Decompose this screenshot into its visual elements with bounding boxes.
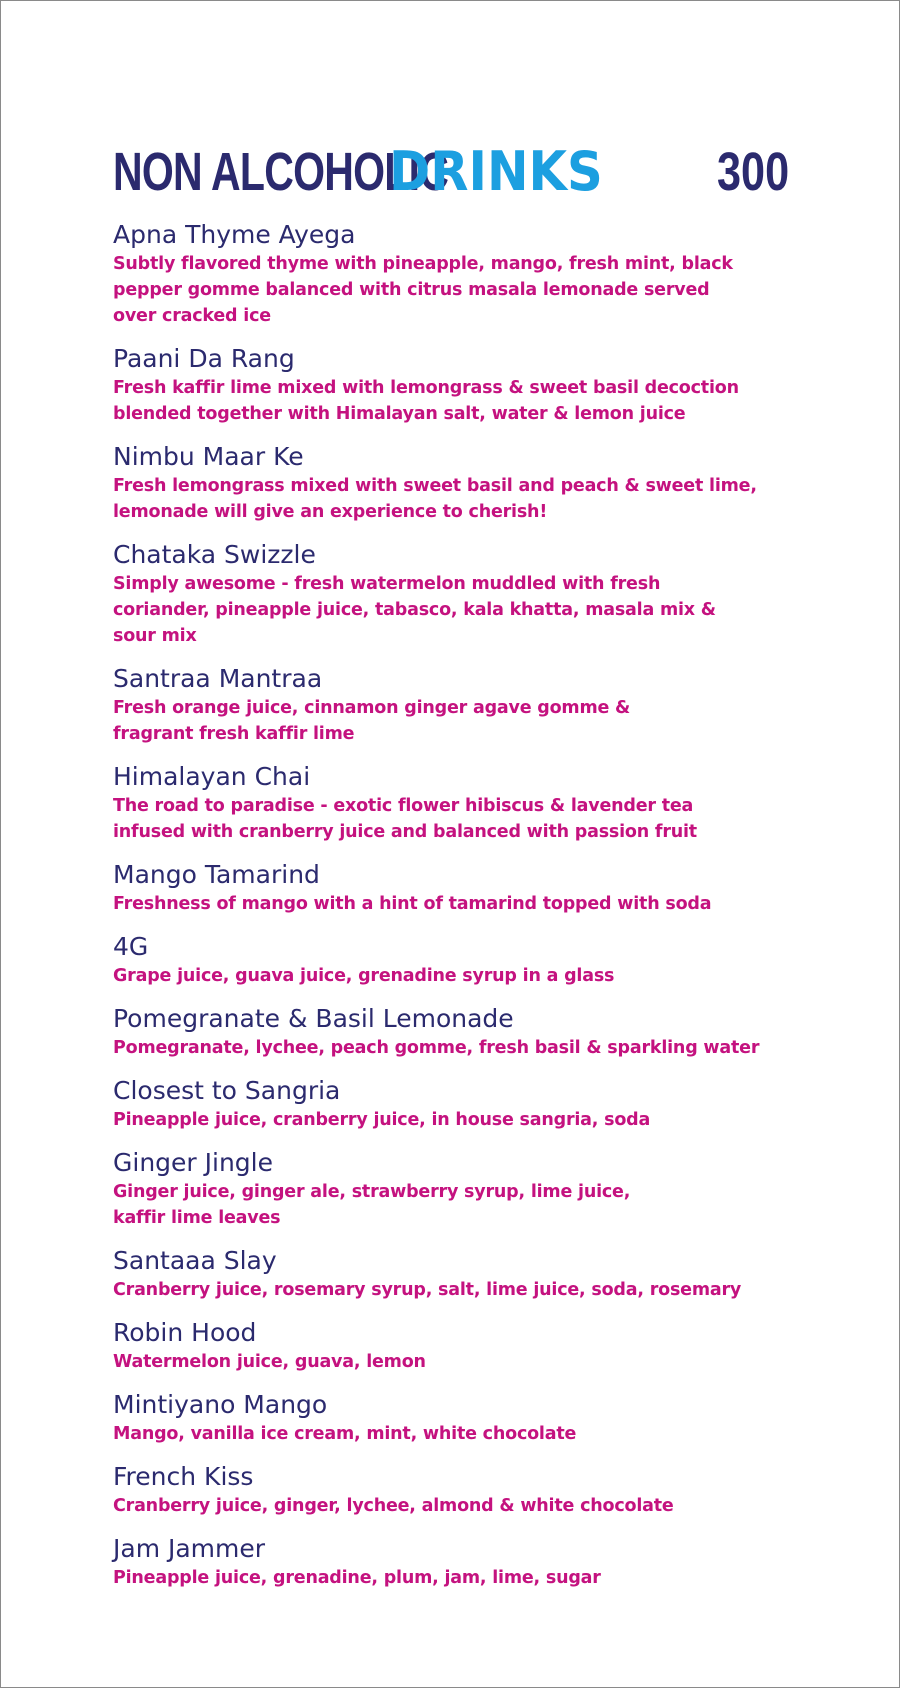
item-description: Cranberry juice, rosemary syrup, salt, lime juice, soda, rosemary <box>113 1280 742 1300</box>
item-description: Pineapple juice, cranberry juice, in house sangria, soda <box>113 1110 651 1130</box>
item-name: Robin Hood <box>113 1318 257 1347</box>
item-description: Freshness of mango with a hint of tamarind topped with soda <box>113 894 712 914</box>
menu-item <box>113 859 803 917</box>
menu-item <box>113 663 803 747</box>
item-name: Mango Tamarind <box>113 860 320 889</box>
item-name: Ginger Jingle <box>113 1148 273 1177</box>
item-name: Closest to Sangria <box>113 1076 341 1105</box>
item-description: Simply awesome - fresh watermelon muddled with fresh coriander, pineapple juice, tabasco, kala khatta, masala mix & sour mix <box>113 574 716 646</box>
item-name: Pomegranate & Basil Lemonade <box>113 1004 514 1033</box>
menu-item <box>113 1075 803 1133</box>
item-name: Chataka Swizzle <box>113 540 316 569</box>
menu-item <box>113 761 803 845</box>
menu-item <box>113 1461 803 1519</box>
item-name: Nimbu Maar Ke <box>113 442 304 471</box>
item-description: Fresh orange juice, cinnamon ginger agave gomme & fragrant fresh kaffir lime <box>113 698 631 744</box>
price: 300 <box>716 142 789 202</box>
menu-item <box>113 1245 803 1303</box>
menu-item <box>113 539 803 649</box>
item-description: Cranberry juice, ginger, lychee, almond & white chocolate <box>113 1496 674 1516</box>
drinks-list <box>113 219 803 1605</box>
menu-item <box>113 1533 803 1591</box>
item-description: Pomegranate, lychee, peach gomme, fresh basil & sparkling water <box>113 1038 760 1058</box>
item-name: French Kiss <box>113 1462 254 1491</box>
menu-item <box>113 1389 803 1447</box>
menu-item <box>113 1317 803 1375</box>
item-name: Mintiyano Mango <box>113 1390 328 1419</box>
item-description: Pineapple juice, grenadine, plum, jam, lime, sugar <box>113 1568 601 1588</box>
menu-item <box>113 931 803 989</box>
menu-header <box>113 139 789 205</box>
item-name: Santaaa Slay <box>113 1246 277 1275</box>
item-name: Paani Da Rang <box>113 344 295 373</box>
menu-item <box>113 1147 803 1231</box>
item-name: Santraa Mantraa <box>113 664 323 693</box>
item-description: Fresh lemongrass mixed with sweet basil and peach & sweet lime, lemonade will give an experience to cherish! <box>113 476 757 522</box>
item-name: 4G <box>113 932 149 961</box>
title-non-alcoholic: NON ALCOHOLIC <box>113 142 449 202</box>
item-description: Watermelon juice, guava, lemon <box>113 1352 426 1372</box>
item-description: Fresh kaffir lime mixed with lemongrass & sweet basil decoction blended together with Himalayan salt, water & lemon juice <box>113 378 739 424</box>
menu-item <box>113 219 803 329</box>
menu-item <box>113 343 803 427</box>
menu-item <box>113 1003 803 1061</box>
item-description: Mango, vanilla ice cream, mint, white chocolate <box>113 1424 577 1444</box>
item-name: Jam Jammer <box>113 1534 266 1563</box>
item-name: Apna Thyme Ayega <box>113 220 356 249</box>
item-description: Ginger juice, ginger ale, strawberry syrup, lime juice, kaffir lime leaves <box>113 1182 631 1228</box>
item-name: Himalayan Chai <box>113 762 311 791</box>
item-description: The road to paradise - exotic flower hibiscus & lavender tea infused with cranberry juice and balanced with passion fruit <box>113 796 697 842</box>
menu-item <box>113 441 803 525</box>
item-description: Subtly flavored thyme with pineapple, mango, fresh mint, black pepper gomme balanced with citrus masala lemonade served over cracked ice <box>113 254 733 326</box>
item-description: Grape juice, guava juice, grenadine syrup in a glass <box>113 966 615 986</box>
title-drinks: DRINKS <box>389 140 603 203</box>
